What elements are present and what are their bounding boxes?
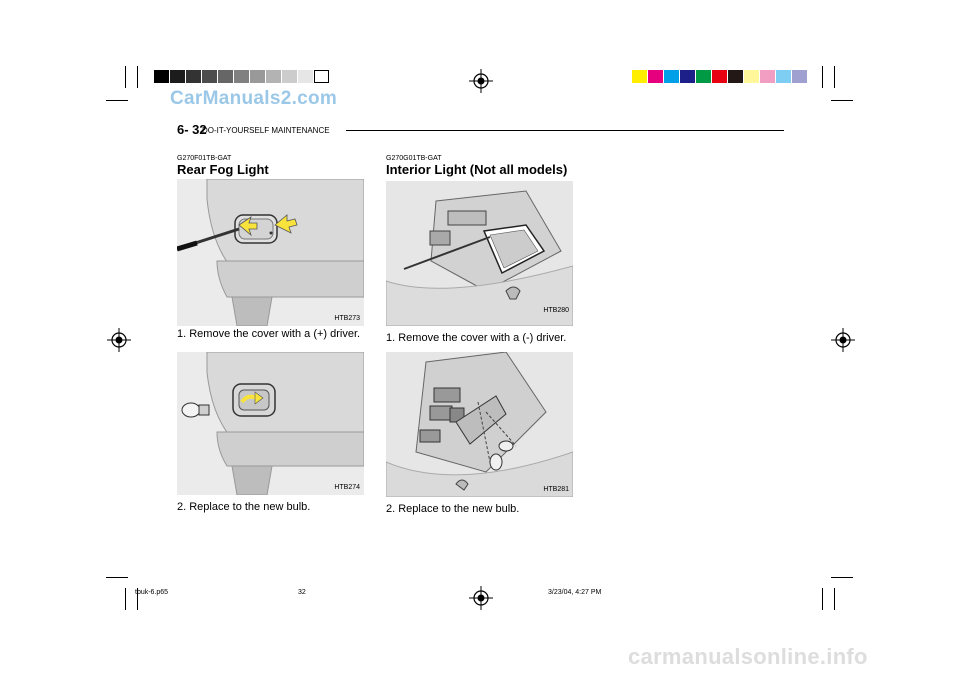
registration-mark-icon [469,69,493,93]
right-section-title: Interior Light (Not all models) [386,162,568,177]
watermark-top-link[interactable]: CarManuals2.com [170,88,338,109]
figure-label: HTB274 [334,484,360,491]
gray-swatch [234,70,249,83]
page-number: 6- 32 [177,122,207,137]
left-step-2: 2. Replace to the new bulb. [177,501,311,513]
right-section-code: G270G01TB-GAT [386,155,442,162]
color-swatch [648,70,663,83]
gray-swatch [186,70,201,83]
color-swatch [728,70,743,83]
footer-page: 32 [298,589,306,596]
figure-label: HTB280 [543,307,569,314]
gray-swatch [282,70,297,83]
interior-light-cover-illustration [386,181,573,326]
registration-mark-icon [831,328,855,352]
interior-light-bulb-figure [386,352,573,497]
section-title: DO-IT-YOURSELF MAINTENANCE [202,126,330,135]
gray-swatch [266,70,281,83]
figure-label: HTB273 [334,315,360,322]
registration-mark-icon [107,328,131,352]
color-swatch [744,70,759,83]
footer-filename: tbuk-6.p65 [135,589,169,596]
color-swatch [712,70,727,83]
color-swatch [792,70,807,83]
color-swatch [696,70,711,83]
gray-swatch [298,70,313,83]
interior-light-bulb-illustration [386,352,573,497]
rear-fog-light-bulb-figure [177,352,364,495]
header-rule [346,130,784,131]
gray-swatch [250,70,265,83]
gray-swatch [218,70,233,83]
watermark-bottom-link[interactable]: carmanualsonline.info [628,644,868,669]
gray-swatch [202,70,217,83]
gray-swatch [170,70,185,83]
left-section-title: Rear Fog Light [177,162,269,177]
figure-label: HTB281 [543,486,569,493]
interior-light-cover-figure [386,181,573,326]
color-swatch [760,70,775,83]
footer-datetime: 3/23/04, 4:27 PM [548,589,602,596]
rear-fog-light-cover-figure [177,179,364,326]
left-step-1: 1. Remove the cover with a (+) driver. [177,328,361,340]
gray-swatch [314,70,329,83]
gray-swatch [154,70,169,83]
color-swatch [680,70,695,83]
rear-fog-light-bulb-illustration [177,352,364,495]
color-swatch [664,70,679,83]
left-section-code: G270F01TB-GAT [177,155,232,162]
right-step-2: 2. Replace to the new bulb. [386,503,520,515]
color-swatch [776,70,791,83]
registration-mark-icon [469,586,493,610]
color-swatch [632,70,647,83]
right-step-1: 1. Remove the cover with a (-) driver. [386,332,567,344]
rear-fog-light-cover-illustration [177,179,364,326]
